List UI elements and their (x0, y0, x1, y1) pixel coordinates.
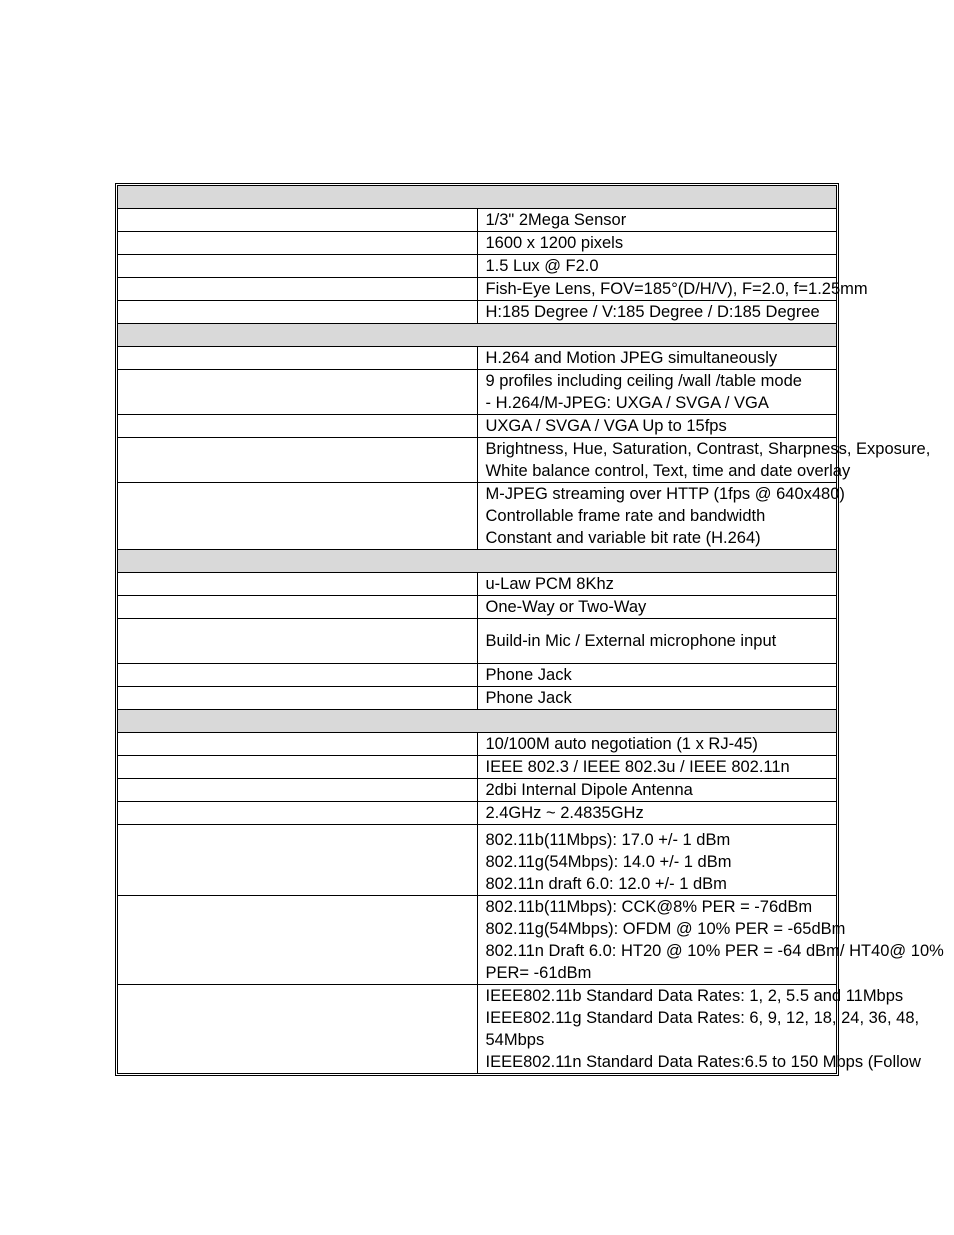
section-header (118, 710, 837, 733)
spec-value (477, 779, 837, 802)
spec-value (477, 209, 837, 232)
spec-value-line: Fish-Eye Lens, FOV=185°(D/H/V), F=2.0, f=1.25mm (485, 280, 868, 298)
spec-value-line: Phone Jack (485, 666, 572, 684)
spec-label (118, 370, 478, 415)
spec-label (118, 825, 478, 896)
spec-value (477, 756, 837, 779)
spec-value-line: 1.5 Lux @ F2.0 (485, 257, 599, 275)
section-header (118, 550, 837, 573)
spec-row (118, 301, 837, 324)
spec-row (118, 664, 837, 687)
spec-value-line: IEEE802.11g Standard Data Rates: 6, 9, 12, 18, 24, 36, 48, (485, 1009, 920, 1027)
spec-row (118, 209, 837, 232)
spec-row (118, 825, 837, 896)
spec-value-line: - H.264/M-JPEG: UXGA / SVGA / VGA (485, 394, 769, 412)
spec-value (477, 985, 921, 1074)
spec-value-line: Controllable frame rate and bandwidth (485, 507, 766, 525)
section-header-row (118, 324, 837, 347)
spec-row (118, 232, 837, 255)
spec-value (477, 825, 837, 896)
spec-row (118, 756, 837, 779)
spec-value-line: 802.11g(54Mbps): 14.0 +/- 1 dBm (485, 853, 732, 871)
spec-value (477, 733, 837, 756)
spec-row (118, 687, 837, 710)
spec-label (118, 573, 478, 596)
spec-value-line: 802.11n draft 6.0: 12.0 +/- 1 dBm (485, 875, 727, 893)
spec-value-line: 54Mbps (485, 1031, 545, 1049)
spec-value (477, 255, 837, 278)
spec-value (477, 278, 868, 301)
spec-value-line: 10/100M auto negotiation (1 x RJ-45) (485, 735, 758, 753)
spec-value-line: 1/3" 2Mega Sensor (485, 211, 627, 229)
spec-value-line: 802.11n Draft 6.0: HT20 @ 10% PER = -64 dBm/ HT40@ 10% (485, 942, 944, 960)
spec-label (118, 802, 478, 825)
spec-value (477, 232, 837, 255)
spec-label (118, 209, 478, 232)
section-header-row (118, 710, 837, 733)
spec-label (118, 664, 478, 687)
spec-value (477, 483, 845, 550)
spec-value-line: White balance control, Text, time and date overlay (485, 462, 851, 480)
spec-value (477, 896, 944, 985)
spec-value (477, 619, 837, 664)
spec-label (118, 733, 478, 756)
spec-value-line: Brightness, Hue, Saturation, Contrast, Sharpness, Exposure, (485, 440, 931, 458)
spec-row (118, 733, 837, 756)
spec-row (118, 779, 837, 802)
spec-row (118, 483, 837, 550)
spec-value-line: 2dbi Internal Dipole Antenna (485, 781, 693, 799)
spec-value-line: Constant and variable bit rate (H.264) (485, 529, 761, 547)
spec-value (477, 415, 837, 438)
spec-row (118, 596, 837, 619)
section-header-row (118, 550, 837, 573)
spec-row (118, 255, 837, 278)
spec-label (118, 896, 478, 985)
spec-value (477, 301, 837, 324)
section-header-row (118, 186, 837, 209)
spec-label (118, 347, 478, 370)
spec-value-line: 9 profiles including ceiling /wall /table mode (485, 372, 802, 390)
spec-value-line: 1600 x 1200 pixels (485, 234, 624, 252)
spec-row (118, 438, 837, 483)
spec-value (477, 438, 931, 483)
spec-value (477, 347, 837, 370)
spec-label (118, 278, 478, 301)
spec-value-line: Phone Jack (485, 689, 572, 707)
spec-value-line: PER= -61dBm (485, 964, 592, 982)
spec-value-line: IEEE 802.3 / IEEE 802.3u / IEEE 802.11n (485, 758, 790, 776)
spec-label (118, 415, 478, 438)
spec-label (118, 687, 478, 710)
spec-value (477, 802, 837, 825)
spec-value-line: 802.11b(11Mbps): 17.0 +/- 1 dBm (485, 831, 731, 849)
spec-value-line: H:185 Degree / V:185 Degree / D:185 Degree (485, 303, 820, 321)
spec-row (118, 278, 837, 301)
spec-value (477, 664, 837, 687)
spec-row (118, 896, 837, 985)
spec-label (118, 438, 478, 483)
spec-value (477, 687, 837, 710)
spec-row (118, 802, 837, 825)
spec-row (118, 573, 837, 596)
spec-value-line: 802.11g(54Mbps): OFDM @ 10% PER = -65dBm (485, 920, 846, 938)
spec-value-line: One-Way or Two-Way (485, 598, 647, 616)
spec-row (118, 985, 837, 1074)
spec-value-line: UXGA / SVGA / VGA Up to 15fps (485, 417, 727, 435)
spec-row (118, 347, 837, 370)
spec-value-line: H.264 and Motion JPEG simultaneously (485, 349, 778, 367)
spec-label (118, 596, 478, 619)
spec-label (118, 619, 478, 664)
spec-label (118, 779, 478, 802)
spec-row (118, 619, 837, 664)
spec-value (477, 573, 837, 596)
section-header (118, 186, 837, 209)
spec-value (477, 596, 837, 619)
spec-label (118, 232, 478, 255)
spec-table-body (118, 186, 944, 1074)
spec-label (118, 301, 478, 324)
spec-value-line: 802.11b(11Mbps): CCK@8% PER = -76dBm (485, 898, 813, 916)
spec-label (118, 756, 478, 779)
spec-value (477, 370, 837, 415)
spec-value-line: IEEE802.11n Standard Data Rates:6.5 to 150 Mbps (Follow (485, 1053, 921, 1071)
section-header (118, 324, 837, 347)
spec-label (118, 255, 478, 278)
spec-label (118, 985, 478, 1074)
spec-table (117, 185, 944, 1074)
spec-value-line: IEEE802.11b Standard Data Rates: 1, 2, 5.5 and 11Mbps (485, 987, 904, 1005)
spec-label (118, 483, 478, 550)
spec-value-line: 2.4GHz ~ 2.4835GHz (485, 804, 644, 822)
spec-row (118, 370, 837, 415)
spec-value-line: u-Law PCM 8Khz (485, 575, 614, 593)
spec-row (118, 415, 837, 438)
spec-value-line: Build-in Mic / External microphone input (485, 632, 777, 650)
spec-value-line: M-JPEG streaming over HTTP (1fps @ 640x480) (485, 485, 845, 503)
